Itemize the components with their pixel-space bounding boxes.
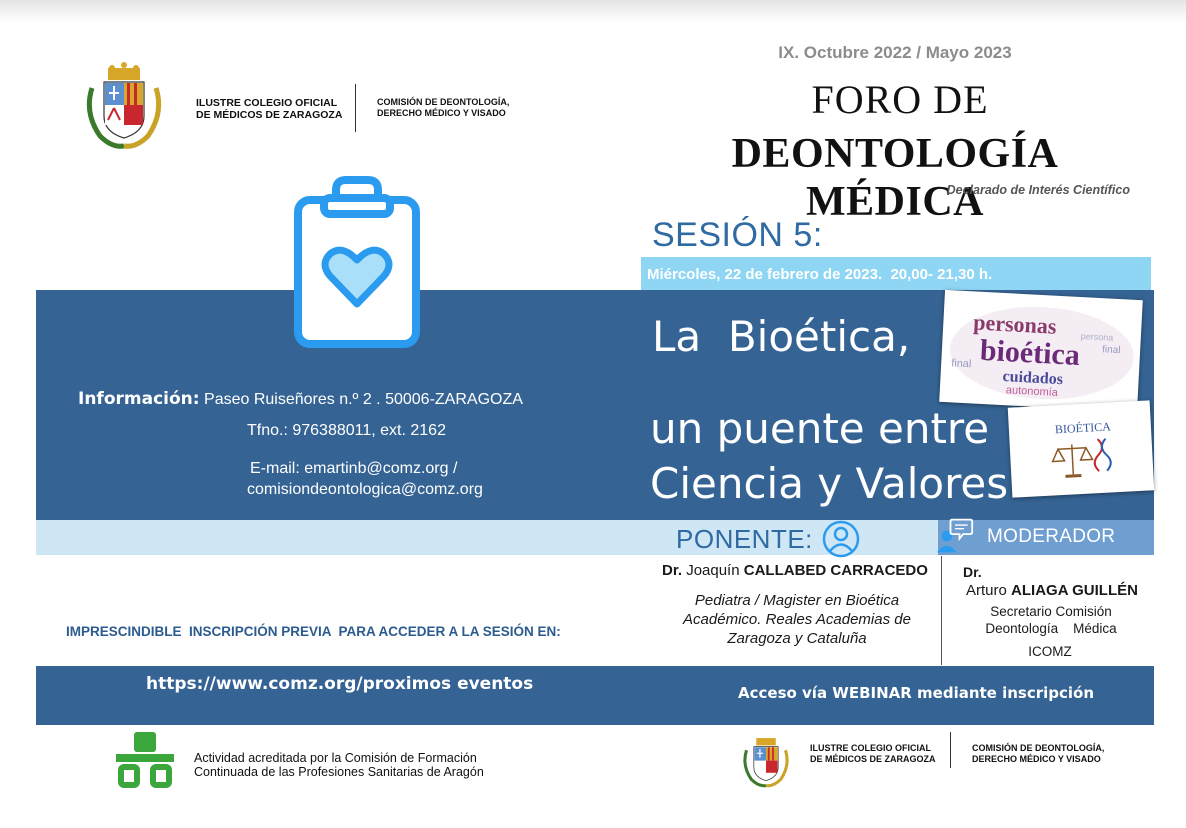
- moderator-heading: MODERADOR: [987, 526, 1116, 547]
- moderator-role: Secretario Comisión Deontología Médica: [985, 604, 1117, 636]
- header-institution: ILUSTRE COLEGIO OFICIAL DE MÉDICOS DE ZARAGOZA: [196, 97, 343, 121]
- cloud-word-autonomia: autonomía: [1005, 384, 1059, 399]
- moderator-surname: ALIAGA GUILLÉN: [1011, 582, 1138, 599]
- word-cloud-image: [939, 290, 1143, 412]
- moderator-divider: [941, 556, 942, 665]
- bioethics-image-label: BIOÉTICA: [1054, 419, 1112, 437]
- edition-label: IX. Octubre 2022 / Mayo 2023: [778, 43, 1012, 62]
- crest-logo: [78, 58, 170, 150]
- cloud-word-bioetica: bioética: [979, 333, 1081, 373]
- cloud-word-final: final: [950, 357, 972, 371]
- cloud-word-persona: persona: [1080, 331, 1114, 343]
- webinar-access: Acceso vía WEBINAR mediante inscripción: [738, 684, 1095, 702]
- bioethics-image: [1008, 400, 1155, 497]
- info-address: Paseo Ruiseñores n.º 2 . 50006-ZARAGOZA: [204, 391, 523, 408]
- speaker-first-name: Joaquín: [686, 562, 740, 579]
- talk-title-line2: un puente entre: [650, 404, 990, 453]
- speaker-person-icon: [822, 520, 860, 558]
- talk-title-line1: La Bioética,: [652, 312, 911, 361]
- cloud-word-cuidados: cuidados: [1002, 368, 1064, 389]
- cloud-word-personas: personas: [972, 309, 1058, 339]
- footer-institution: ILUSTRE COLEGIO OFICIAL DE MÉDICOS DE ZARAGOZA: [810, 743, 936, 764]
- forum-title-line2: DEONTOLOGÍA MÉDICA: [731, 131, 1059, 225]
- moderator-name: [966, 582, 1138, 599]
- session-label: SESIÓN 5:: [652, 216, 823, 254]
- speaker-heading: PONENTE:: [676, 524, 813, 554]
- moderator-prefix: Dr.: [963, 564, 982, 580]
- declared-label: Declarado de Interés Científico: [946, 183, 1130, 197]
- speaker-name: [662, 562, 928, 579]
- header-commission: COMISIÓN DE DEONTOLOGÍA, DERECHO MÉDICO Y VISADO: [377, 97, 510, 118]
- speaker-role: Pediatra / Magister en Bioética Académico. Reales Academias de Zaragoza y Cataluña: [683, 592, 911, 647]
- forum-title-line1: FORO DE: [811, 77, 989, 122]
- footer-divider: [950, 732, 951, 768]
- info-label: Información:: [78, 389, 200, 409]
- info-email-line2: comisiondeontologica@comz.org: [247, 481, 483, 498]
- info-address-line: [78, 389, 523, 409]
- speaker-prefix: Dr.: [662, 562, 683, 579]
- registration-url[interactable]: https://www.comz.org/proximos eventos: [146, 674, 534, 694]
- accreditation-text: Actividad acreditada por la Comisión de Formación Continuada de las Profesiones Sanitarias de Aragón: [194, 751, 484, 779]
- cloud-word-final-2: final: [1101, 344, 1121, 357]
- moderator-chat-icon: [936, 516, 974, 554]
- info-phone: Tfno.: 976388011, ext. 2162: [247, 422, 446, 439]
- clipboard-heart-icon: [294, 176, 420, 348]
- moderator-org: ICOMZ: [1028, 644, 1072, 659]
- top-shadow: [0, 0, 1186, 22]
- session-date: Miércoles, 22 de febrero de 2023. 20,00- 21,30 h.: [647, 266, 993, 283]
- moderator-first-name: Arturo: [966, 582, 1007, 599]
- registration-notice: IMPRESCINDIBLE INSCRIPCIÓN PREVIA PARA ACCEDER A LA SESIÓN EN:: [66, 624, 561, 639]
- accreditation-logo: [114, 730, 176, 790]
- talk-title-line3: Ciencia y Valores: [650, 459, 1009, 508]
- speaker-surname: CALLABED CARRACEDO: [743, 562, 928, 579]
- footer-crest-logo: [738, 730, 794, 790]
- info-email-line1: E-mail: emartinb@comz.org /: [250, 460, 458, 477]
- header-divider: [355, 84, 356, 132]
- footer-commission: COMISIÓN DE DEONTOLOGÍA, DERECHO MÉDICO Y VISADO: [972, 743, 1105, 764]
